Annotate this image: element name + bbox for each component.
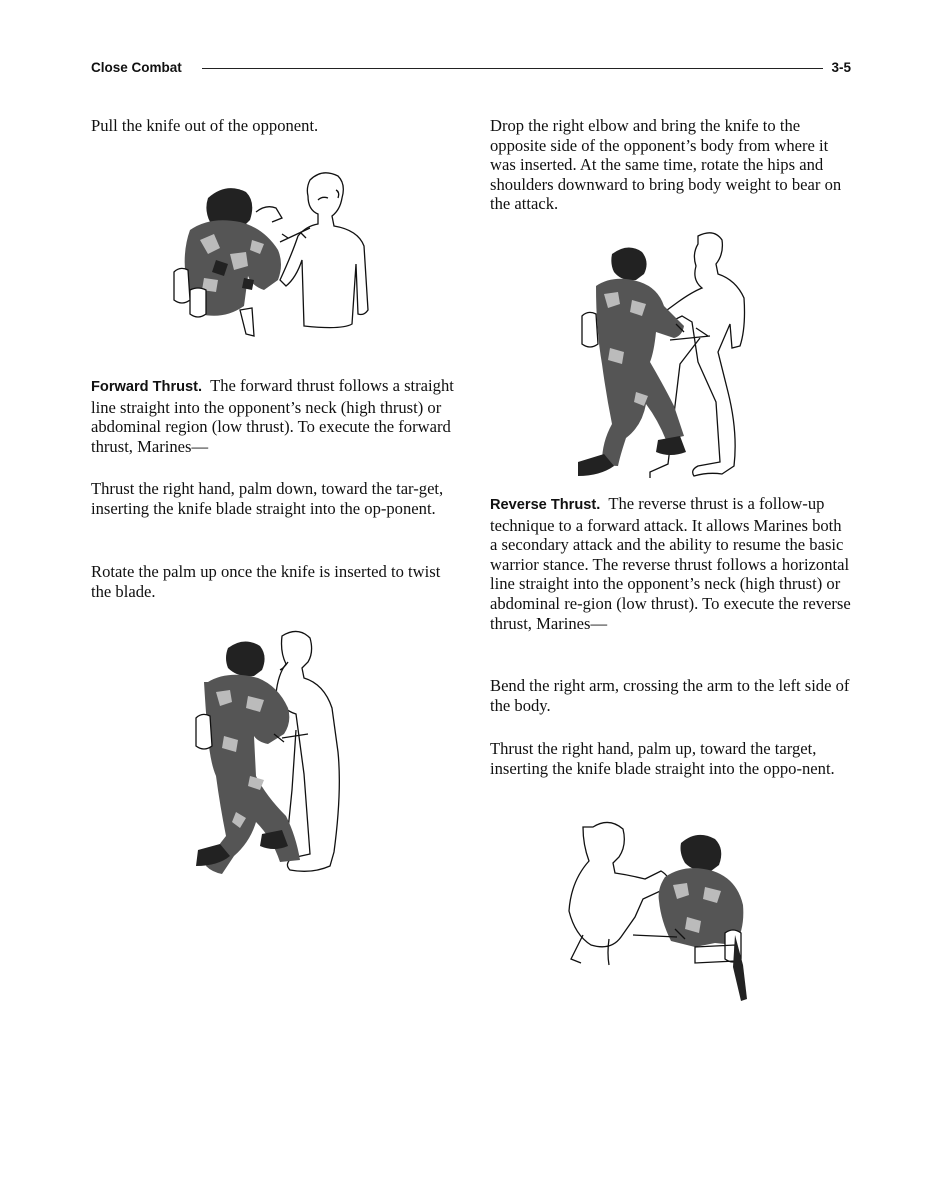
forward-thrust-paragraph <box>91 376 461 456</box>
right-paragraph-2: Bend the right arm, crossing the arm to the left side of the body. <box>490 676 850 715</box>
forward-thrust-illustration <box>178 626 348 874</box>
hip-rotation-illustration <box>570 228 775 483</box>
reverse-thrust-illustration <box>555 815 780 1005</box>
knife-withdraw-illustration <box>160 160 380 355</box>
reverse-thrust-body: The reverse thrust is a follow-up technique to a forward attack. It allows Marines both a secondary attack and the ability to resume the basic warrior stance. The reverse thrust follows a horizontal line straight into the opponent’s neck (high thrust) or abdominal re-gion (low thrust). To execute the reverse thrust, Marines— <box>490 494 851 633</box>
left-paragraph-3: Rotate the palm up once the knife is inserted to twist the blade. <box>91 562 441 601</box>
right-paragraph-1: Drop the right elbow and bring the knife to the opposite side of the opponent’s body from where it was inserted. At the same time, rotate the hips and shoulders downward to bring body weight to bear on the attack. <box>490 116 842 214</box>
right-paragraph-3: Thrust the right hand, palm up, toward the target, inserting the knife blade straight into the oppo-nent. <box>490 739 835 778</box>
header-rule <box>202 68 823 69</box>
running-header <box>91 60 851 80</box>
forward-thrust-heading: Forward Thrust. <box>91 379 203 395</box>
chapter-title: Close Combat <box>91 60 182 75</box>
reverse-thrust-paragraph <box>490 494 852 633</box>
forward-thrust-body: The forward thrust follows a straight line straight into the opponent’s neck (high thrust) or abdominal region (low thrust). To execute the forward thrust, Marines— <box>91 376 454 456</box>
left-paragraph-2: Thrust the right hand, palm down, toward the tar-get, inserting the knife blade straight into the op-ponent. <box>91 479 444 518</box>
reverse-thrust-heading: Reverse Thrust. <box>490 497 601 513</box>
left-paragraph-1: Pull the knife out of the opponent. <box>91 116 319 135</box>
page-number: 3-5 <box>831 60 851 75</box>
